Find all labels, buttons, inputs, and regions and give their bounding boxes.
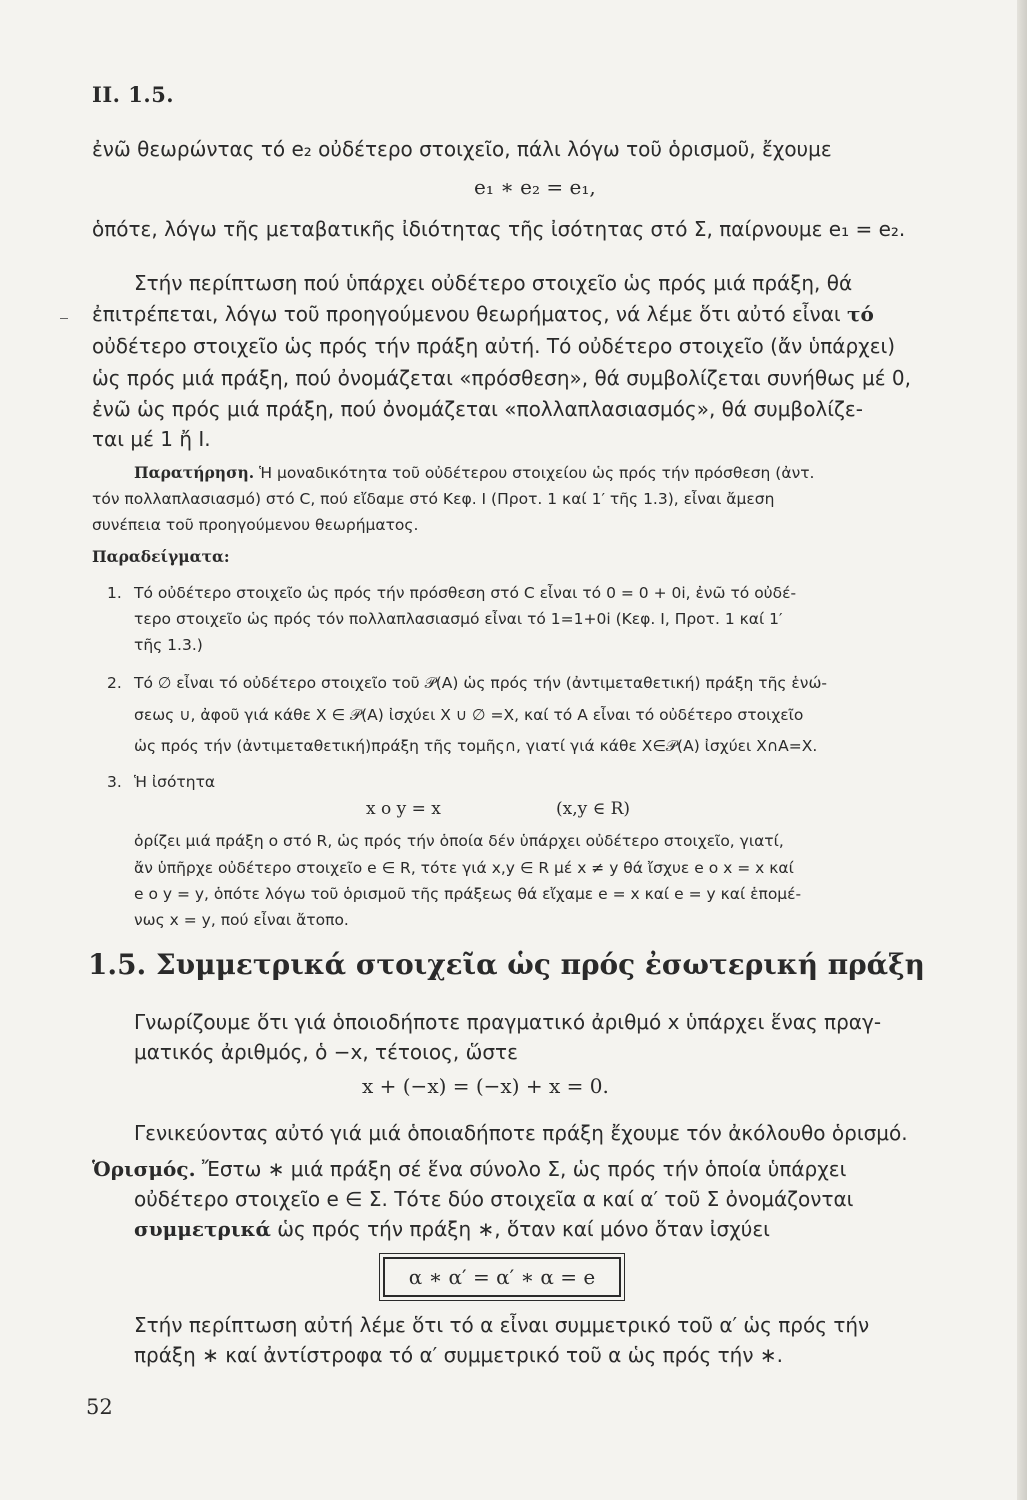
definition-line-2: οὐδέτερο στοιχεῖο e ∈ Σ. Τότε δύο στοιχεῖα α καί α′ τοῦ Σ ὀνομάζονται [134, 1187, 854, 1211]
paragraph-line-2 [92, 299, 874, 330]
boxed-formula: α ∗ α′ = α′ ∗ α = e [383, 1257, 621, 1297]
definition-closing-line-2: πράξη ∗ καί ἀντίστροφα τό α′ συμμετρικό τοῦ α ὡς πρός τήν ∗. [134, 1343, 783, 1367]
examples-heading: Παραδείγματα: [92, 547, 230, 566]
paragraph-line-2-text: ἐπιτρέπεται, λόγω τοῦ προηγούμενου θεωρήματος, νά λέμε ὅτι αὐτό εἶναι [92, 302, 841, 326]
example-2-line-2: σεως ∪, ἀφοῦ γιά κάθε X ∈ 𝒫(A) ἰσχύει X ∪ ∅ =X, καί τό A εἶναι τό οὐδέτερο στοιχεῖο [134, 706, 804, 724]
section-formula: x + (−x) = (−x) + x = 0. [362, 1074, 609, 1098]
example-3-line-1: Ἡ ἰσότητα [134, 773, 216, 791]
example-3-formula: x o y = x [366, 799, 441, 819]
example-2-number: 2. [107, 674, 122, 692]
definition-bold-term: συμμετρικά [134, 1217, 271, 1241]
paragraph-line-3: οὐδέτερο στοιχεῖο ὡς πρός τήν πράξη αὐτή. Τό οὐδέτερο στοιχεῖο (ἄν ὑπάρχει) [92, 334, 896, 358]
paragraph-bold-word: τό [847, 302, 874, 326]
example-3-after-line-1: ὁρίζει μιά πράξη o στό R, ὡς πρός τήν ὁποία δέν ὑπάρχει οὐδέτερο στοιχεῖο, γιατί, [134, 832, 784, 850]
remark-line-1 [134, 460, 814, 486]
paragraph-line-1: Στήν περίπτωση πού ὑπάρχει οὐδέτερο στοιχεῖο ὡς πρός μιά πράξη, θά [134, 271, 853, 295]
example-3-number: 3. [107, 773, 122, 791]
definition-closing-line-1: Στήν περίπτωση αὐτή λέμε ὅτι τό α εἶναι συμμετρικό τοῦ α′ ὡς πρός τήν [134, 1313, 870, 1337]
definition-line-3-text: ὡς πρός τήν πράξη ∗, ὅταν καί μόνο ὅταν ἰσχύει [270, 1217, 770, 1241]
example-3-after-line-3: e o y = y, ὁπότε λόγω τοῦ ὁρισμοῦ τῆς πράξεως θά εἴχαμε e = x καί e = y καί ἑπομέ- [134, 885, 802, 903]
definition-line-1 [92, 1154, 846, 1185]
definition-line-1-text: Ἔστω ∗ μιά πράξη σέ ἕνα σύνολο Σ, ὡς πρός τήν ὁποία ὑπάρχει [195, 1157, 847, 1181]
section-line-2: ματικός ἀριθμός, ὁ −x, τέτοιος, ὥστε [134, 1040, 518, 1064]
example-1-line-1: Τό οὐδέτερο στοιχεῖο ὡς πρός τήν πρόσθεση στό C εἶναι τό 0 = 0 + 0i, ἐνῶ τό οὐδέ- [134, 584, 797, 602]
section-title: 1.5. Συμμετρικά στοιχεῖα ὡς πρός ἐσωτερική πράξη [88, 948, 925, 981]
page-number: 52 [86, 1395, 113, 1419]
example-1-line-3: τῆς 1.3.) [134, 636, 203, 654]
paragraph-line-5: ἐνῶ ὡς πρός μιά πράξη, πού ὀνομάζεται «πολλαπλασιασμός», θά συμβολίζε- [92, 397, 863, 421]
definition-line-3 [134, 1214, 770, 1245]
remark-line-2: τόν πολλαπλασιασμό) στό C, πού εἴδαμε στό Κεφ. I (Πρoτ. 1 καί 1′ τῆς 1.3), εἶναι ἄμεση [92, 490, 775, 508]
example-2-line-1: Τό ∅ εἶναι τό οὐδέτερο στοιχεῖο τοῦ 𝒫(A) ὡς πρός τήν (ἀντιμεταθετική) πράξη τῆς ἑνώ- [134, 674, 828, 692]
page-edge-shadow [1017, 0, 1027, 1500]
example-1-line-2: τερο στοιχεῖο ὡς πρός τόν πολλαπλασιασμό εἶναι τό 1=1+0i (Κεφ. I, Προτ. 1 καί 1′ [134, 610, 783, 628]
remark-label: Παρατήρηση. [134, 463, 255, 482]
section-line-after: Γενικεύοντας αὐτό γιά μιά ὁποιαδήποτε πράξη ἔχουμε τόν ἀκόλουθο ὁρισμό. [134, 1121, 908, 1145]
paragraph-line-4: ὡς πρός μιά πράξη, πού ὀνομάζεται «πρόσθεση», θά συμβολίζεται συνήθως μέ 0, [92, 366, 911, 390]
intro-formula: e₁ ∗ e₂ = e₁, [474, 175, 596, 199]
example-3-after-line-4: νως x = y, πού εἶναι ἄτοπο. [134, 911, 349, 929]
remark-line-3: συνέπεια τοῦ προηγούμενου θεωρήματος. [92, 516, 419, 534]
example-1-number: 1. [107, 584, 122, 602]
margin-mark [60, 318, 68, 319]
paragraph-line-6: ται μέ 1 ἤ I. [92, 427, 211, 451]
example-3-formula-domain: (x,y ∈ R) [556, 799, 631, 819]
section-reference: II. 1.5. [92, 82, 175, 107]
intro-line-1: ἐνῶ θεωρώντας τό e₂ οὐδέτερο στοιχεῖο, πάλι λόγω τοῦ ὁρισμοῦ, ἔχουμε [92, 137, 832, 161]
remark-line-1-text: Ἡ μοναδικότητα τοῦ οὐδέτερου στοιχείου ὡς πρός τήν πρόσθεση (ἀντ. [254, 464, 815, 482]
example-3-after-line-2: ἄν ὑπῆρχε οὐδέτερο στοιχεῖο e ∈ R, τότε γιά x,y ∈ R μέ x ≠ y θά ἴσχυε e o x = x καί [134, 859, 794, 877]
intro-line-2: ὁπότε, λόγω τῆς μεταβατικῆς ἰδιότητας τῆς ἰσότητας στό Σ, παίρνουμε e₁ = e₂. [92, 217, 906, 241]
definition-label: Ὁρισμός. [92, 1157, 196, 1181]
example-2-line-3: ὡς πρός τήν (ἀντιμεταθετική)πράξη τῆς τομῆς∩, γιατί γιά κάθε X∈𝒫(A) ἰσχύει X∩A=X. [134, 737, 818, 755]
section-line-1: Γνωρίζουμε ὅτι γιά ὁποιοδήποτε πραγματικό ἀριθμό x ὑπάρχει ἕνας πραγ- [134, 1010, 882, 1034]
